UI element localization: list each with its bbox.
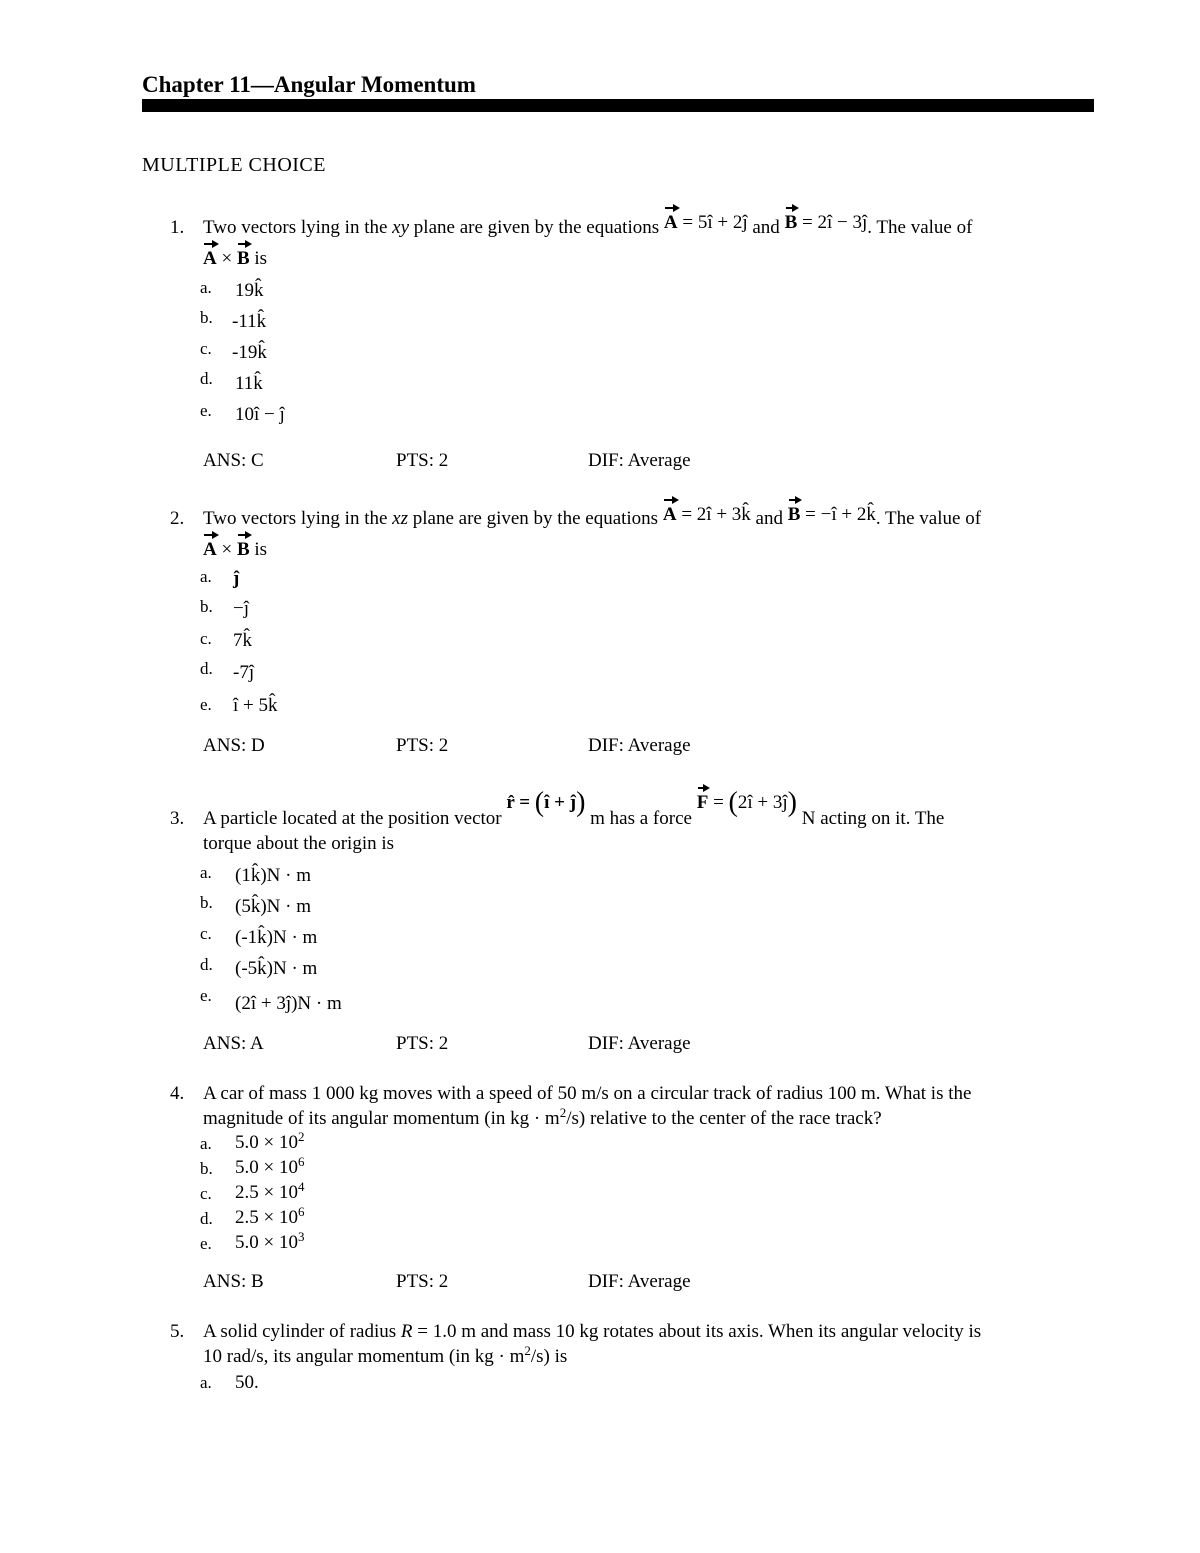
option-value[interactable]: 10î − ĵ — [235, 404, 285, 425]
option-exponent: 2 — [297, 1129, 305, 1144]
option-letter: d. — [200, 955, 213, 974]
option-value[interactable]: (1k̂)N · m — [235, 865, 311, 886]
option-value[interactable]: −ĵ — [233, 598, 249, 619]
vector-b: B — [784, 212, 798, 233]
option-value[interactable]: 50. — [235, 1372, 259, 1393]
vector-a: A — [203, 248, 217, 269]
option-value[interactable] — [235, 1129, 305, 1154]
difficulty: DIF: Average — [588, 1271, 691, 1292]
equation-a — [664, 212, 748, 233]
question-text-line2 — [203, 1343, 568, 1368]
vector-a: A — [662, 504, 677, 525]
question-text-line2 — [203, 248, 267, 270]
option-mantissa: 5.0 × 10 — [235, 1132, 298, 1153]
option-value[interactable]: -11k̂ — [232, 311, 267, 332]
option-letter: c. — [200, 629, 212, 648]
equation-f — [696, 787, 797, 818]
chapter-title: Chapter 11—Angular Momentum — [142, 72, 476, 97]
equation-f-eq: = — [713, 792, 724, 813]
vector-b: B — [787, 504, 801, 525]
option-value[interactable]: -7ĵ — [233, 662, 255, 683]
q-text-part: magnitude of its angular momentum (in kg · m — [203, 1108, 560, 1129]
paren-open: ( — [728, 787, 738, 818]
difficulty: DIF: Average — [588, 735, 691, 756]
option-value[interactable]: 11k̂ — [235, 373, 263, 394]
equation-b — [785, 212, 868, 233]
superscript: 2 — [524, 1343, 531, 1358]
option-letter: c. — [200, 339, 212, 358]
option-mantissa: 5.0 × 10 — [235, 1157, 298, 1178]
q-text-part: . The value of — [867, 217, 973, 238]
position-vector: r̂ = — [506, 792, 531, 813]
points: PTS: 2 — [396, 1271, 449, 1292]
option-letter: b. — [200, 893, 213, 912]
paren-open: ( — [534, 787, 545, 818]
equation-r — [506, 787, 586, 818]
points: PTS: 2 — [396, 1033, 449, 1054]
q-text-part: A solid cylinder of radius — [203, 1321, 397, 1342]
paren-close: ) — [787, 787, 797, 818]
vector-a: A — [663, 212, 678, 233]
cross-symbol: × — [221, 539, 233, 560]
option-value[interactable] — [235, 1154, 305, 1179]
q-text-part: Two vectors lying in the — [203, 217, 388, 238]
question-text-line2 — [203, 1105, 882, 1130]
equation-a-value: = 5î + 2ĵ — [682, 212, 748, 233]
question-text-line2 — [203, 539, 267, 561]
option-value[interactable]: 7k̂ — [233, 630, 252, 651]
option-letter: e. — [200, 986, 212, 1005]
option-value[interactable]: 19k̂ — [235, 280, 264, 301]
option-exponent: 6 — [297, 1204, 305, 1219]
option-letter: a. — [200, 863, 212, 882]
option-value[interactable] — [235, 1229, 305, 1254]
q-text-part: A particle located at the position vector — [203, 808, 502, 829]
option-letter: d. — [200, 369, 213, 388]
option-mantissa: 5.0 × 10 — [235, 1232, 298, 1253]
question-text — [203, 1321, 981, 1343]
q-text-part: Two vectors lying in the — [203, 508, 388, 529]
paren-close: ) — [576, 787, 586, 818]
q-text-part: is — [254, 539, 268, 560]
option-value[interactable]: -19k̂ — [232, 342, 267, 363]
question-number: 2. — [170, 508, 185, 529]
equation-b — [788, 504, 876, 525]
cross-symbol: × — [221, 248, 233, 269]
q-text-part: and — [755, 508, 783, 529]
section-heading: MULTIPLE CHOICE — [142, 154, 326, 176]
option-letter: a. — [200, 278, 212, 297]
question-number: 4. — [170, 1083, 185, 1104]
option-letter: d. — [200, 1209, 213, 1228]
title-rule — [142, 99, 1094, 112]
question-number: 1. — [170, 217, 185, 238]
option-exponent: 3 — [297, 1229, 305, 1244]
option-letter: d. — [200, 659, 213, 678]
vector-a: A — [203, 539, 217, 560]
option-value[interactable]: ĵ — [233, 568, 240, 589]
option-value[interactable]: (2î + 3ĵ)N · m — [235, 993, 342, 1014]
option-letter: e. — [200, 695, 212, 714]
question-text — [203, 504, 982, 530]
answer: ANS: A — [203, 1033, 264, 1054]
option-letter: e. — [200, 401, 212, 420]
option-letter: b. — [200, 597, 213, 616]
q-text-part: = 1.0 m and mass 10 kg rotates about its axis. When its angular velocity is — [417, 1321, 982, 1342]
option-letter: c. — [200, 924, 212, 943]
q-text-part: plane are given by the equations — [412, 508, 659, 529]
option-letter: a. — [200, 567, 212, 586]
points: PTS: 2 — [396, 735, 449, 756]
difficulty: DIF: Average — [588, 450, 691, 471]
q-text-part: /s) is — [530, 1346, 568, 1367]
question-text: A car of mass 1 000 kg moves with a speed of 50 m/s on a circular track of radius 100 m. What is the — [203, 1083, 972, 1104]
answer: ANS: D — [203, 735, 265, 756]
option-mantissa: 2.5 × 10 — [235, 1207, 298, 1228]
q-text-part: and — [752, 217, 780, 238]
option-exponent: 6 — [297, 1154, 305, 1169]
option-value[interactable]: (-5k̂)N · m — [235, 958, 318, 979]
equation-b-value: = −î + 2k̂ — [805, 504, 876, 525]
q-text-part: plane are given by the equations — [413, 217, 660, 238]
difficulty: DIF: Average — [588, 1033, 691, 1054]
q-text-part: m has a force — [590, 808, 692, 829]
equation-a — [663, 504, 751, 525]
question-number: 3. — [170, 808, 185, 829]
question-text-line2: torque about the origin is — [203, 833, 395, 854]
option-letter: a. — [200, 1373, 212, 1392]
q-text-plane: xy — [392, 217, 410, 238]
option-value[interactable]: î + 5k̂ — [233, 695, 278, 716]
points: PTS: 2 — [396, 450, 449, 471]
option-letter: b. — [200, 308, 213, 327]
vector-b: B — [236, 539, 250, 560]
q-text-plane: xz — [392, 508, 408, 529]
force-value: 2î + 3ĵ — [737, 792, 788, 813]
question-text — [203, 212, 973, 239]
question-text — [203, 787, 945, 830]
option-value[interactable] — [235, 1204, 305, 1229]
option-letter: b. — [200, 1159, 213, 1178]
option-mantissa: 2.5 × 10 — [235, 1182, 298, 1203]
superscript: 2 — [559, 1105, 567, 1120]
question-number: 5. — [170, 1321, 185, 1342]
option-letter: e. — [200, 1234, 212, 1253]
equation-a-value: = 2î + 3k̂ — [681, 504, 751, 525]
q-text-part: N acting on it. The — [801, 808, 945, 829]
position-vector-value: î + ĵ — [544, 792, 577, 813]
q-text-symbol: R — [400, 1321, 413, 1342]
q-text-part: /s) relative to the center of the race track? — [566, 1108, 882, 1129]
answer: ANS: B — [203, 1271, 264, 1292]
option-letter: c. — [200, 1184, 212, 1203]
vector-f: F — [696, 792, 709, 813]
q-text-part: is — [254, 248, 268, 269]
answer: ANS: C — [203, 450, 264, 471]
option-exponent: 4 — [297, 1179, 305, 1194]
equation-b-value: = 2î − 3ĵ — [802, 212, 868, 233]
option-value[interactable]: (-1k̂)N · m — [235, 927, 318, 948]
option-value[interactable]: (5k̂)N · m — [235, 896, 311, 917]
option-letter: a. — [200, 1134, 212, 1153]
q-text-part: . The value of — [875, 508, 982, 529]
vector-b: B — [236, 248, 250, 269]
q-text-part: 10 rad/s, its angular momentum (in kg · m — [203, 1346, 525, 1367]
option-value[interactable] — [235, 1179, 305, 1204]
